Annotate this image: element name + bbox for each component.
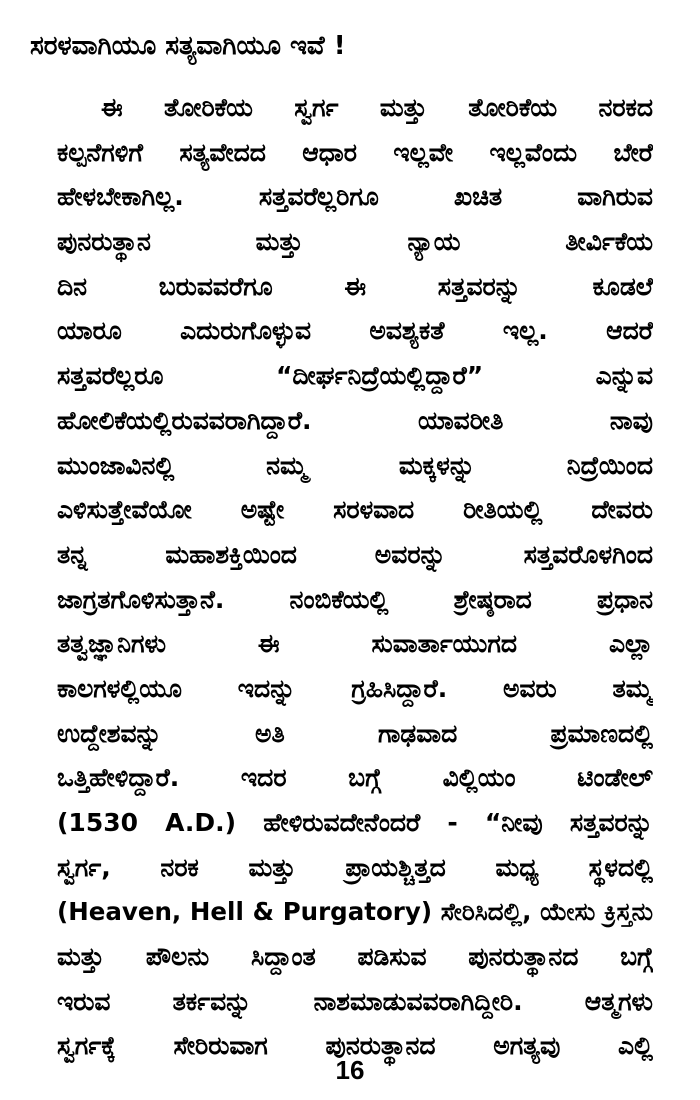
text-line: ಉದ್ದೇಶವನ್ನು ಅತಿ ಗಾಢವಾದ ಪ್ರಮಾಣದಲ್ಲಿ (57, 718, 653, 748)
section-heading: ಸರಳವಾಗಿಯೂ ಸತ್ಯವಾಗಿಯೂ ಇವೆ ! (30, 31, 346, 61)
text-line: ಎಳಿಸುತ್ತೇವೆಯೋ ಅಷ್ಟೇ ಸರಳವಾದ ರೀತಿಯಲ್ಲಿ ದೇವರು (57, 495, 653, 525)
body-paragraph (57, 86, 653, 1069)
text-line: ಮುಂಜಾವಿನಲ್ಲಿ ನಮ್ಮ ಮಕ್ಕಳನ್ನು ನಿದ್ರೆಯಿಂದ (57, 450, 653, 480)
text-line: ಇರುವ ತರ್ಕವನ್ನು ನಾಶಮಾಡುವವರಾಗಿದ್ದೀರಿ. ಆತ್ಮಗಳು (57, 986, 653, 1016)
text-line: ಕಾಲಗಳಲ್ಲಿಯೂ ಇದನ್ನು ಗ್ರಹಿಸಿದ್ದಾರೆ. ಅವರು ತಮ್ಮ (57, 673, 653, 703)
text-line: (Heaven, Hell & Purgatory) ಸೇರಿಸಿದಲ್ಲಿ, ಯೇಸು ಕ್ರಿಸ್ತನು (57, 897, 653, 927)
text-line: ಯಾರೂ ಎದುರುಗೊಳ್ಳುವ ಅವಶ್ಯಕತೆ ಇಲ್ಲ. ಆದರೆ (57, 316, 653, 346)
text-line: ಪುನರುತ್ಥಾನ ಮತ್ತು ನ್ಯಾಯ ತೀರ್ವಿಕೆಯ (57, 227, 653, 257)
text-line: (1530 A.D.) ಹೇಳಿರುವದೇನೆಂದರೆ - “ನೀವು ಸತ್ತವರನ್ನು (57, 808, 653, 837)
text-line: ಒತ್ತಿಹೇಳಿದ್ದಾರೆ. ಇದರ ಬಗ್ಗೆ ವಿಲ್ಲಿಯಂ ಟಿಂಡೇಲ್ (57, 763, 653, 793)
text-line: ಸ್ವರ್ಗಕ್ಕೆ ಸೇರಿರುವಾಗ ಪುನರುತ್ಥಾನದ ಅಗತ್ಯವು ಎಲ್ಲಿ (57, 1031, 653, 1061)
text-line: ಮತ್ತು ಪೌಲನು ಸಿದ್ದಾಂತ ಪಡಿಸುವ ಪುನರುತ್ಥಾನದ ಬಗ್ಗೆ (57, 942, 653, 972)
page-number: 16 (335, 1055, 365, 1085)
text-line: ಹೇಳಬೇಕಾಗಿಲ್ಲ. ಸತ್ತವರೆಲ್ಲರಿಗೂ ಖಚಿತ ವಾಗಿರುವ (57, 182, 653, 212)
text-line: ಜಾಗ್ರತಗೊಳಿಸುತ್ತಾನೆ. ನಂಬಿಕೆಯಲ್ಲಿ ಶ್ರೇಷ್ಠರಾದ ಪ್ರಧಾನ (57, 584, 653, 614)
text-line: ಹೋಲಿಕೆಯಲ್ಲಿರುವವರಾಗಿದ್ದಾರೆ. ಯಾವರೀತಿ ನಾವು (57, 405, 653, 435)
text-line: ತತ್ವಜ್ಞಾನಿಗಳು ಈ ಸುವಾರ್ತಾಯುಗದ ಎಲ್ಲಾ (57, 629, 653, 659)
text-line: ಈ ತೋರಿಕೆಯ ಸ್ವರ್ಗ ಮತ್ತು ತೋರಿಕೆಯ ನರಕದ (101, 93, 653, 122)
text-line: ತನ್ನ ಮಹಾಶಕ್ತಿಯಿಂದ ಅವರನ್ನು ಸತ್ತವರೊಳಗಿಂದ (57, 539, 653, 569)
text-line: ಸ್ವರ್ಗ, ನರಕ ಮತ್ತು ಪ್ರಾಯಶ್ಚಿತ್ತದ ಮಧ್ಯ ಸ್ಥಳದಲ್ಲಿ (57, 852, 653, 882)
text-line: ದಿನ ಬರುವವರೆಗೂ ಈ ಸತ್ತವರನ್ನು ಕೂಡಲೆ (57, 271, 653, 301)
text-line: ಕಲ್ಪನೆಗಳಿಗೆ ಸತ್ಯವೇದದ ಆಧಾರ ಇಲ್ಲವೇ ಇಲ್ಲವೆಂದು ಬೇರೆ (57, 137, 653, 167)
text-line: ಸತ್ತವರೆಲ್ಲರೂ “ದೀರ್ಘನಿದ್ರೆಯಲ್ಲಿದ್ದಾರೆ” ಎನ್ನುವ (57, 361, 653, 391)
